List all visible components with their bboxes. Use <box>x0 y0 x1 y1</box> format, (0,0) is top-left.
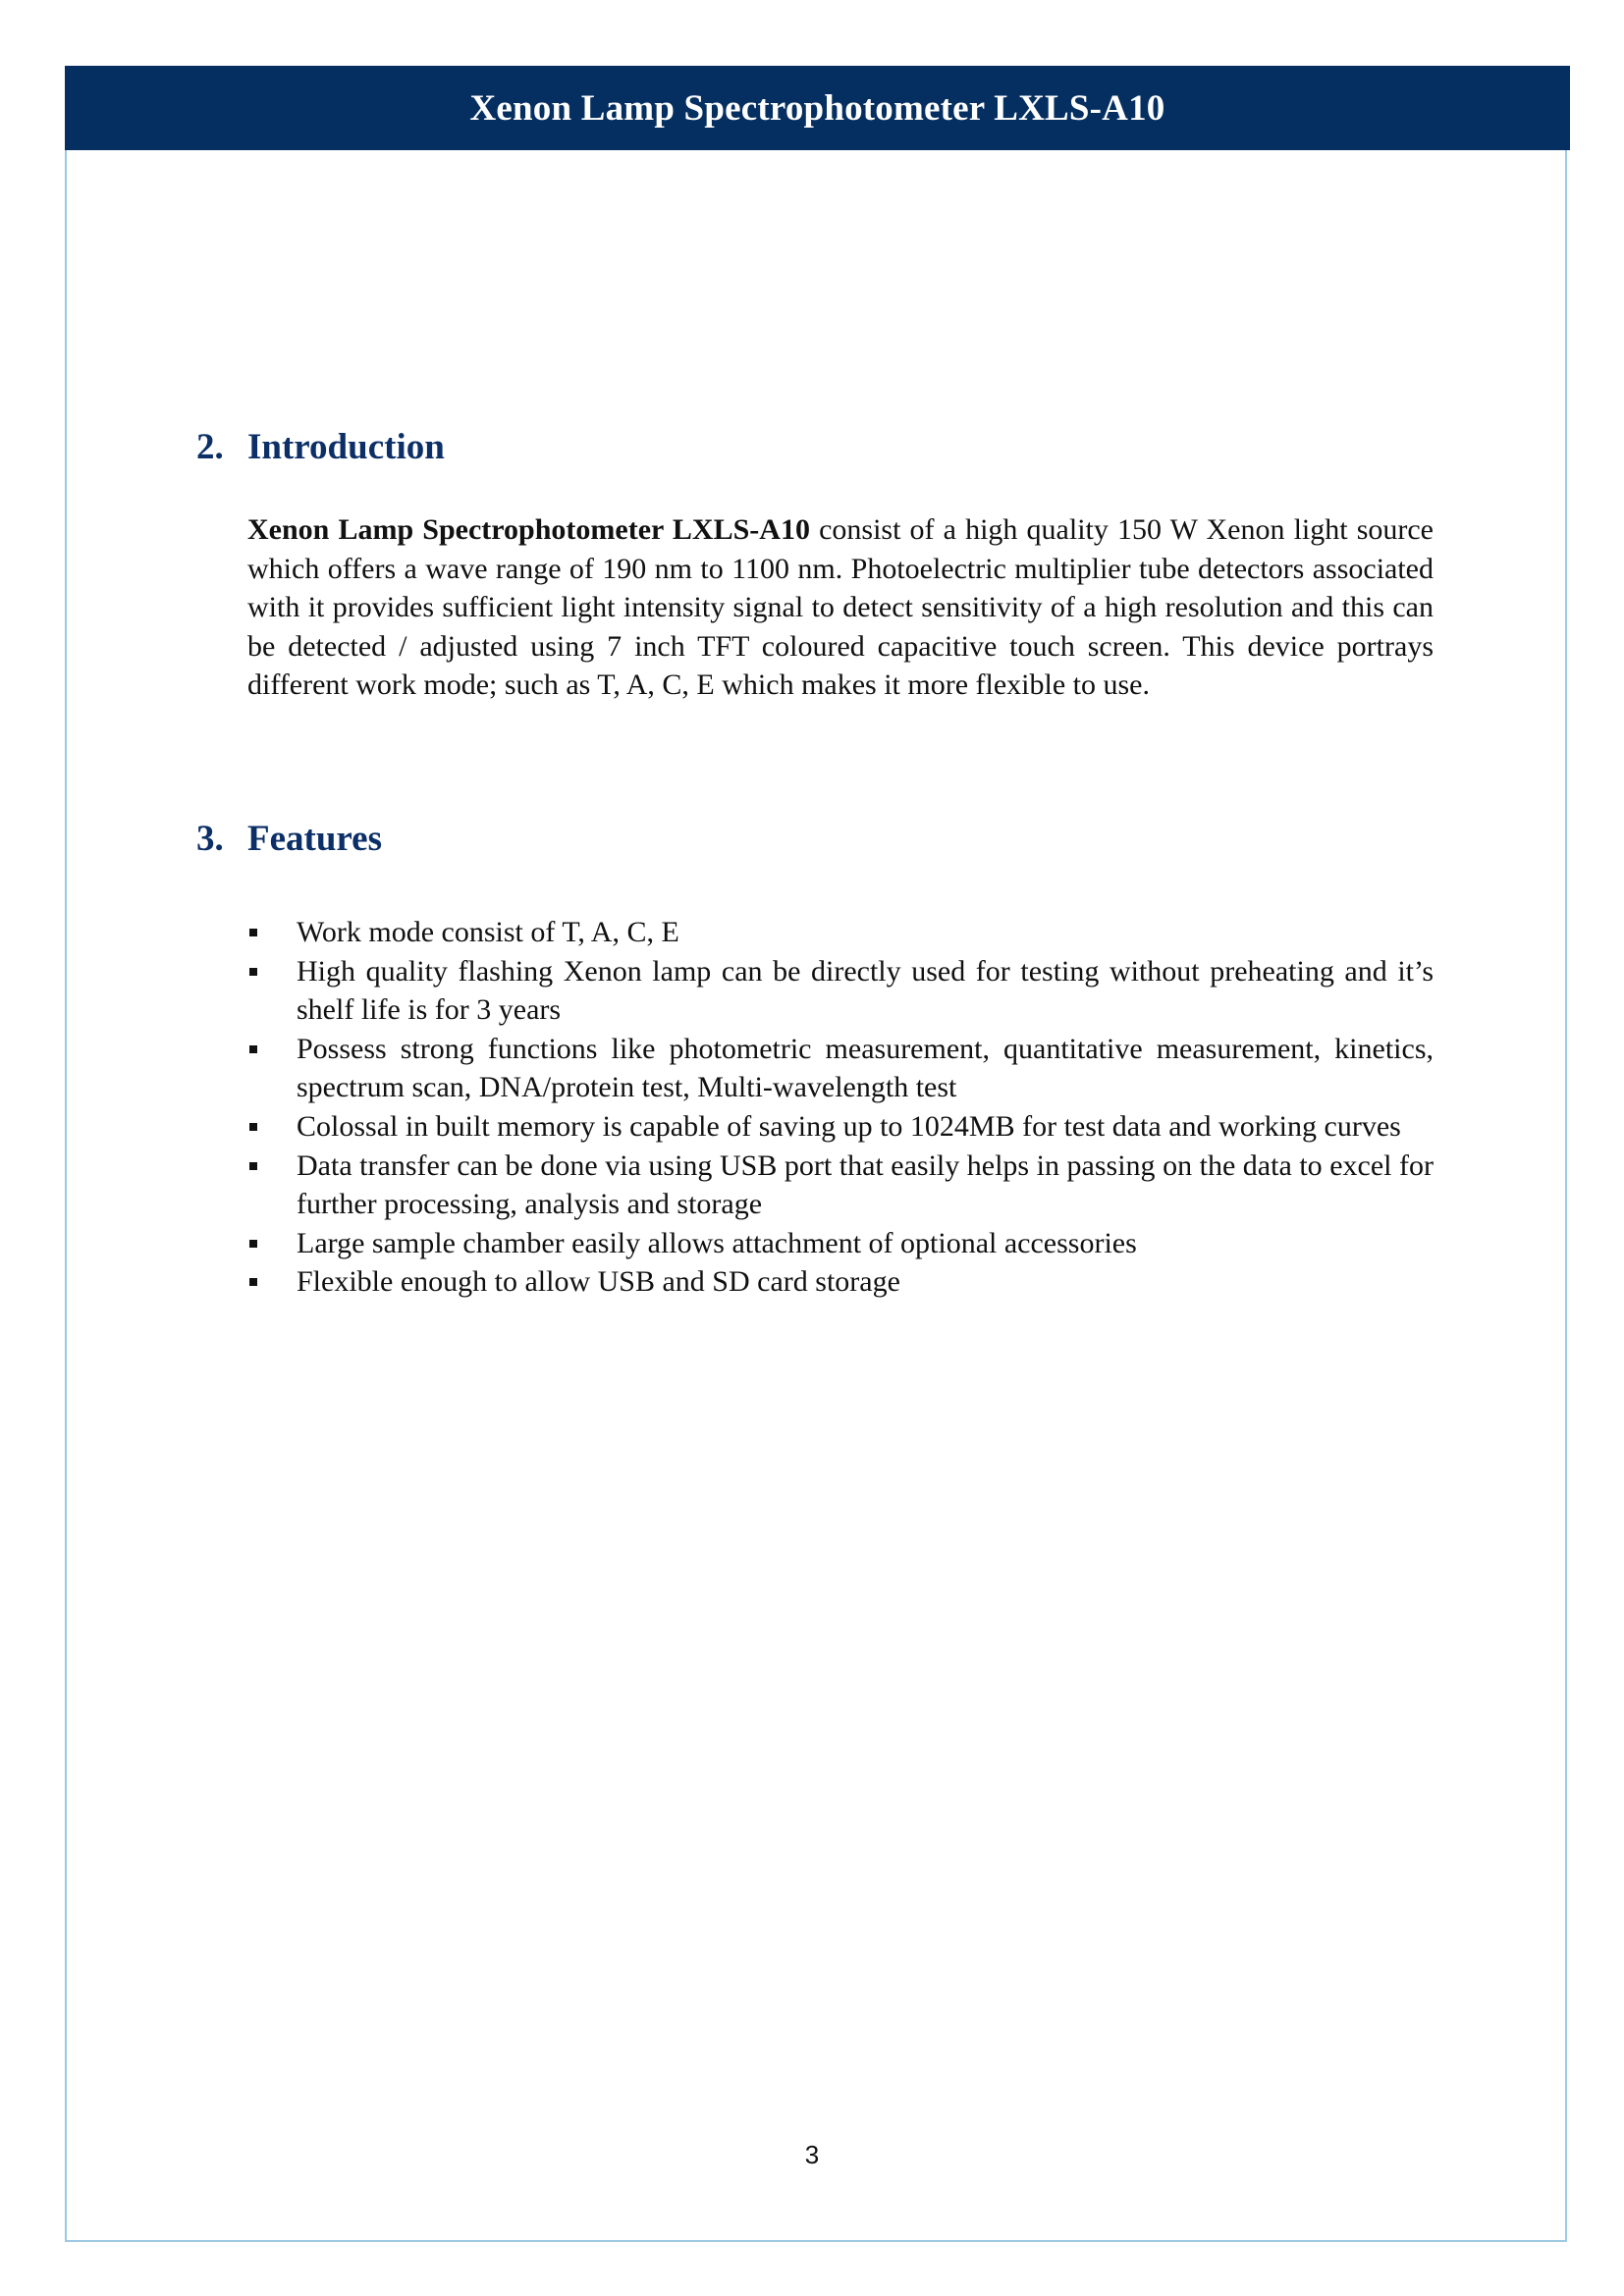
feature-item <box>247 1147 1434 1224</box>
square-bullet-icon <box>249 1162 257 1170</box>
feature-item <box>247 913 1434 952</box>
page-number: 3 <box>804 2140 820 2169</box>
features-list <box>247 913 1434 1302</box>
introduction-section-number: 2. <box>196 427 224 467</box>
square-bullet-icon <box>249 1278 257 1286</box>
feature-text: Flexible enough to allow USB and SD card storage <box>297 1265 900 1299</box>
feature-item <box>247 1262 1434 1302</box>
feature-item <box>247 1030 1434 1107</box>
features-section-number: 3. <box>196 819 224 859</box>
feature-text: Possess strong functions like photometric measurement, quantitative measurement, kinetics, spectrum scan, DNA/protein test, Multi-wavelength test <box>297 1032 1434 1104</box>
features-heading <box>196 818 382 860</box>
introduction-heading-text: Introduction <box>247 427 445 467</box>
introduction-body-text: consist of a high quality 150 W Xenon light source which offers a wave range of 190 nm to 1100 nm. Photoelectric multiplier tube detectors associated with it provides sufficient light intensity signal to detect sensitivity of a high resolution and this can be detected / adjusted using 7 inch TFT coloured capacitive touch screen. This device portrays different work mode; such as T, A, C, E which makes it more flexible to use. <box>247 513 1434 702</box>
square-bullet-icon <box>249 1240 257 1248</box>
square-bullet-icon <box>249 929 257 936</box>
feature-text: Work mode consist of T, A, C, E <box>297 916 679 948</box>
document-title: Xenon Lamp Spectrophotometer LXLS-A10 <box>469 87 1165 129</box>
feature-item <box>247 1224 1434 1263</box>
introduction-paragraph <box>247 510 1434 705</box>
feature-item <box>247 1107 1434 1147</box>
header-banner <box>65 66 1570 150</box>
feature-text: Colossal in built memory is capable of saving up to 1024MB for test data and working curves <box>297 1109 1401 1143</box>
feature-text: Data transfer can be done via using USB port that easily helps in passing on the data to excel for further processing, analysis and storage <box>297 1148 1434 1221</box>
feature-item <box>247 952 1434 1030</box>
square-bullet-icon <box>249 968 257 976</box>
product-name: Xenon Lamp Spectrophotometer LXLS-A10 <box>247 513 810 546</box>
feature-text: Large sample chamber easily allows attachment of optional accessories <box>297 1226 1137 1259</box>
square-bullet-icon <box>249 1045 257 1053</box>
square-bullet-icon <box>249 1123 257 1131</box>
introduction-heading <box>196 426 445 468</box>
features-heading-text: Features <box>247 819 382 859</box>
feature-text: High quality flashing Xenon lamp can be directly used for testing without preheating and it’s shelf life is for 3 years <box>297 954 1434 1027</box>
